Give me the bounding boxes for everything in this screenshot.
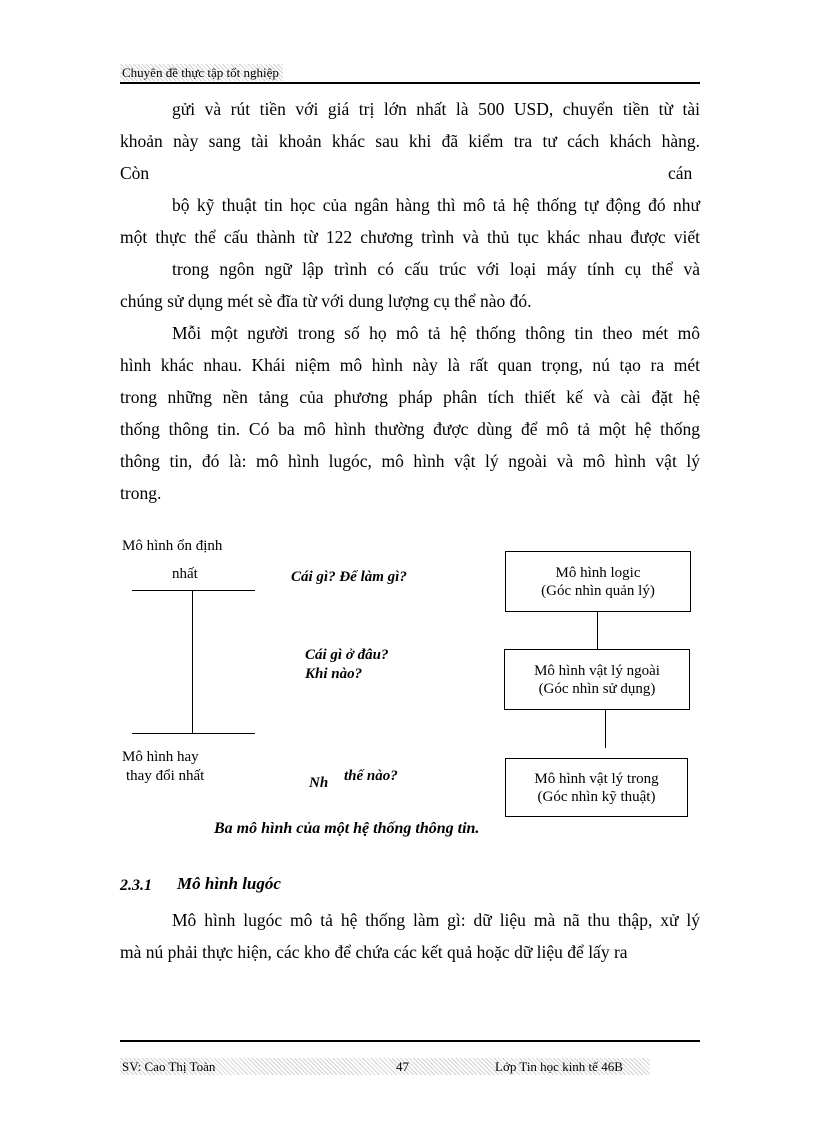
internal-physical-model-title: Mô hình vật lý trong — [534, 770, 659, 787]
changing-model-label: Mô hình hay — [122, 749, 199, 765]
internal-physical-model-subtitle: (Góc nhìn kỹ thuật) — [537, 788, 656, 805]
external-physical-model-title: Mô hình vật lý ngoài — [534, 662, 660, 679]
question-how-prefix: Nh — [309, 775, 329, 791]
connector-line-1 — [597, 612, 598, 649]
scale-bottom-line — [132, 733, 255, 734]
paragraph-line: Mỗi một người trong số họ mô tả hệ thống thông tin theo mét mô — [172, 323, 700, 343]
paragraph-line: khoản này sang tài khoản khác sau khi đã kiểm tra tư cách khách hàng. — [120, 131, 700, 151]
logic-model-title: Mô hình logic — [555, 564, 641, 581]
logic-model-subtitle: (Góc nhìn quản lý) — [541, 582, 655, 599]
logic-model-box — [505, 551, 691, 612]
figure-caption: Ba mô hình của một hệ thống thông tin. — [214, 820, 480, 837]
paragraph-line: trong ngôn ngữ lập trình có cấu trúc với loại máy tính cụ thể và — [172, 259, 700, 279]
external-physical-model-subtitle: (Góc nhìn sử dụng) — [538, 680, 656, 697]
paragraph-line: chúng sử dụng mét sè đĩa từ với dung lượng cụ thể nào đó. — [120, 291, 532, 311]
internal-physical-model-box — [505, 758, 688, 817]
changing-model-label-2: thay đổi nhất — [126, 768, 205, 784]
question-what-why: Cái gì? Để làm gì? — [291, 569, 407, 585]
paragraph-line: bộ kỹ thuật tin học của ngân hàng thì mô tả hệ thống tự động đó như — [172, 195, 700, 215]
header-rule — [120, 82, 700, 84]
scale-top-line — [132, 590, 255, 591]
paragraph-line: Mô hình lugóc mô tả hệ thống làm gì: dữ liệu mà nã thu thập, xử lý — [172, 910, 700, 930]
scale-vertical-line — [192, 590, 193, 733]
paragraph-line: hình khác nhau. Khái niệm mô hình này là rất quan trọng, nú tạo ra mét — [120, 355, 700, 375]
paragraph-line: trong những nền tảng của phương pháp phân tích thiết kế và cài đặt hệ — [120, 387, 700, 407]
connector-line-2 — [605, 710, 606, 748]
paragraph-line: cán — [668, 163, 693, 183]
section-number: 2.3.1 — [120, 877, 152, 894]
footer-rule — [120, 1040, 700, 1042]
paragraph-line: gửi và rút tiền với giá trị lớn nhất là 500 USD, chuyển tiền từ tài — [172, 99, 700, 119]
section-title: Mô hình lugóc — [177, 874, 281, 893]
stable-model-label-2: nhất — [172, 566, 198, 582]
question-when: Khi nào? — [305, 666, 363, 682]
external-physical-model-box — [504, 649, 690, 710]
footer-student: SV: Cao Thị Toàn — [122, 1059, 216, 1074]
footer-class-name: Lớp Tin học kinh tế 46B — [495, 1059, 623, 1074]
paragraph-line: thống thông tin. Có ba mô hình thường được dùng để mô tả một hệ thống — [120, 419, 700, 439]
paragraph-line: mà nú phải thực hiện, các kho để chứa các kết quả hoặc dữ liệu để lấy ra — [120, 942, 628, 962]
question-where: Cái gì ở đâu? — [305, 647, 389, 663]
paragraph-line: trong. — [120, 483, 162, 503]
paragraph-line: một thực thể cấu thành từ 122 chương trình và thủ tục khác nhau được viết — [120, 227, 700, 247]
paragraph-line: thông tin, đó là: mô hình lugóc, mô hình vật lý ngoài và mô hình vật lý — [120, 451, 700, 471]
footer-page-number: 47 — [396, 1059, 409, 1074]
question-how-suffix: thế nào? — [344, 768, 398, 784]
stable-model-label: Mô hình ổn định — [122, 538, 223, 554]
paragraph-line: Còn — [120, 163, 150, 183]
header-title: Chuyên đề thực tập tốt nghiệp — [120, 64, 283, 81]
